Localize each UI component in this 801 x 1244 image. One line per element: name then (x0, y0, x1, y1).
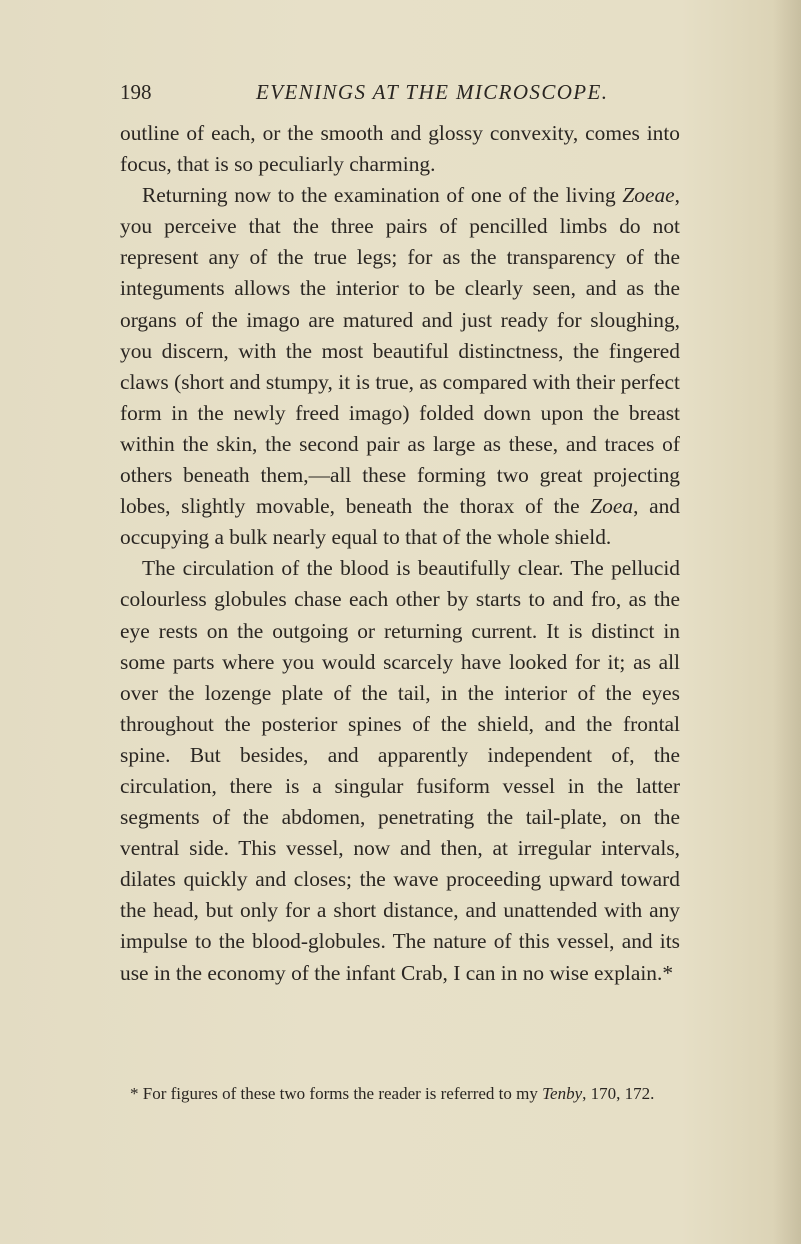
paragraph-2-italic-zoeae: Zoeae (622, 183, 675, 208)
page-header (120, 80, 680, 112)
paragraph-2 (120, 180, 680, 553)
footnote-text (120, 1082, 680, 1106)
paragraph-3-text: The circulation of the blood is beautifully clear. The pellucid colourless globules chase each other by starts to and fro, as the eye rests on the outgoing or returning current. It is distinct in some parts where you would scarcely have looked for it; as all over the lozenge plate of the tail, in the interior of the eyes throughout the posterior spines of the shield, and the frontal spine. But besides, and apparently independent of, the circulation, there is a singular fusiform vessel in the latter segments of the abdomen, penetrating the tail-plate, on the ventral side. This vessel, now and then, at irregular intervals, dilates quickly and closes; the wave proceeding upward toward the head, but only for a short distance, and unattended with any impulse to the blood-globules. The nature of this vessel, and its use in the economy of the infant Crab, I can in no wise explain.* (120, 556, 680, 985)
footnote (120, 1082, 680, 1106)
running-title: EVENINGS AT THE MICROSCOPE. (256, 80, 609, 104)
footnote-italic-tenby: Tenby (542, 1084, 583, 1103)
paragraph-1-text: outline of each, or the smooth and glossy convexity, comes into focus, that is so peculiarly charming. (120, 121, 680, 177)
page-number: 198 (120, 80, 152, 104)
paragraph-2-text-end: , and occupying a bulk nearly equal to that of the whole shield. (120, 494, 680, 550)
paragraph-2-text-middle: , you perceive that the three pairs of pencilled limbs do not represent any of the true legs; for as the transparency of the integuments allows the interior to be clearly seen, and as the organs of the imago are matured and just ready for sloughing, you discern, with the most beautiful distinctness, the fingered claws (short and stumpy, it is true, as compared with their perfect form in the newly freed imago) folded down upon the breast within the skin, the second pair as large as these, and traces of others beneath them,—all these forming two great projecting lobes, slightly movable, beneath the thorax of the (120, 183, 680, 519)
body-text (120, 118, 680, 989)
paragraph-2-text-start: Returning now to the examination of one of the living (142, 183, 623, 208)
paragraph-3 (120, 553, 680, 988)
footnote-text-start: * For figures of these two forms the reader is referred to my (130, 1084, 543, 1103)
paragraph-1 (120, 118, 680, 180)
page-edge-shading (773, 0, 801, 1244)
paragraph-2-italic-zoea: Zoea (590, 494, 634, 519)
footnote-text-end: , 170, 172. (582, 1084, 655, 1103)
